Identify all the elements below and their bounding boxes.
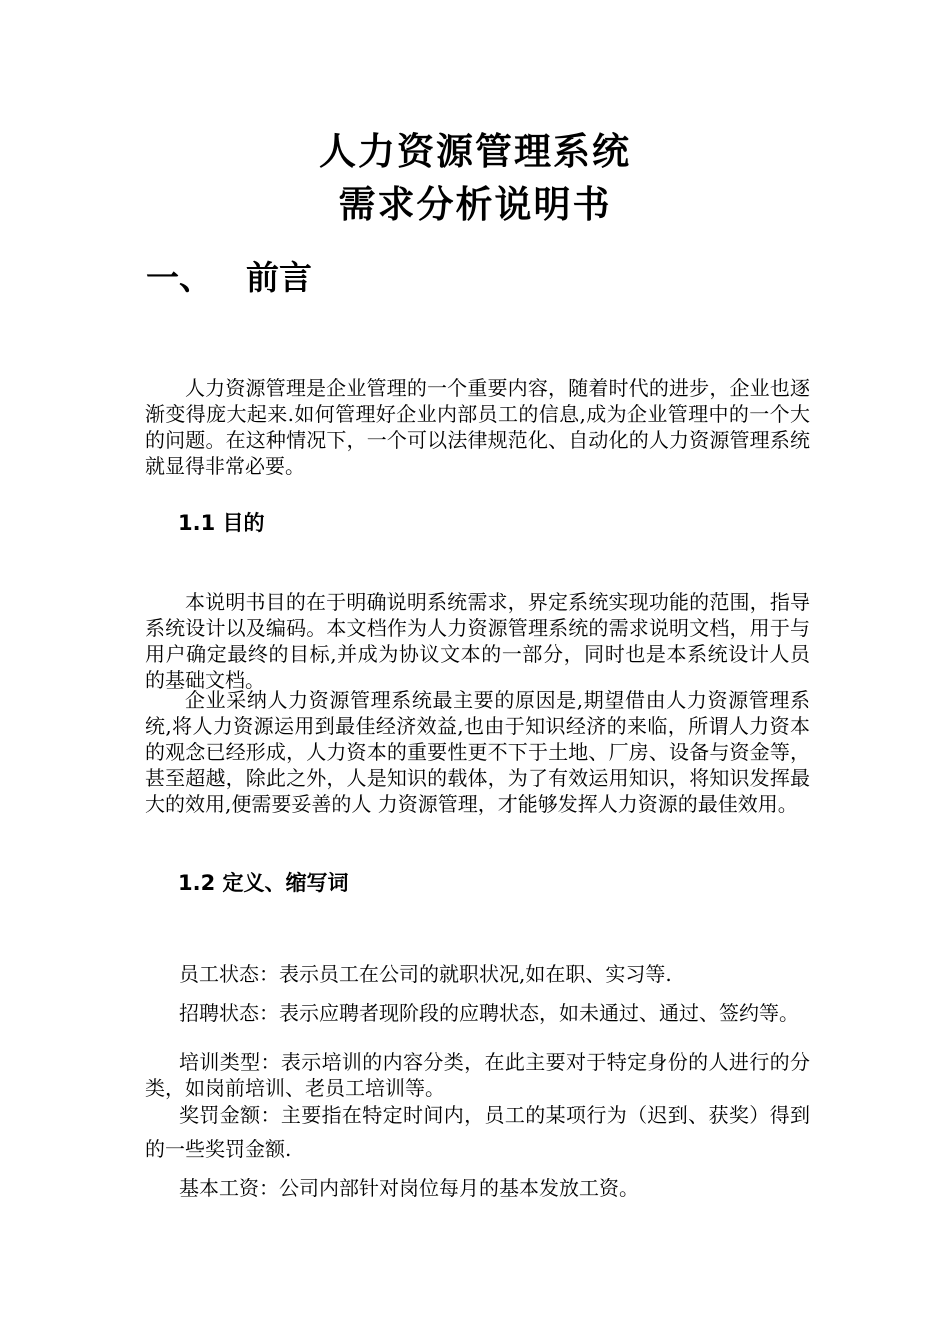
subsection-heading-purpose: 1.1 目的 <box>178 511 265 535</box>
definition-recruitment-status: 招聘状态：表示应聘者现阶段的应聘状态，如未通过、通过、签约等。 <box>179 1001 799 1025</box>
document-title-line1: 人力资源管理系统 <box>319 129 631 173</box>
definition-reward-penalty-amount: 奖罚金额：主要指在特定时间内，员工的某项行为（迟到、获奖）得到的一些奖罚金额. <box>145 1103 810 1161</box>
purpose-paragraph-2: 企业采纳人力资源管理系统最主要的原因是,期望借由人力资源管理系统,将人力资源运用到最佳经济效益,也由于知识经济的来临，所谓人力资本的观念已经形成，人力资本的重要性更不下于土地、厂房、设备与资金等，甚至超越，除此之外，人是知识的载体，为了有效运用知识，将知识发挥最大的效用,便需要妥善的人 力资源管理，才能够发挥人力资源的最佳效用。 <box>145 688 810 816</box>
purpose-paragraph-1: 本说明书目的在于明确说明系统需求，界定系统实现功能的范围，指导系统设计以及编码。本文档作为人力资源管理系统的需求说明文档，用于与用户确定最终的目标,并成为协议文本的一部分，同时也是本系统设计人员的基础文档。 <box>145 590 810 692</box>
definition-training-type: 培训类型：表示培训的内容分类，在此主要对于特定身份的人进行的分类，如岗前培训、老员工培训等。 <box>145 1050 810 1100</box>
section-heading-preface <box>146 256 312 300</box>
section-number: 一、 <box>146 258 212 297</box>
definition-employee-status: 员工状态：表示员工在公司的就职状况,如在职、实习等. <box>179 962 672 986</box>
definition-base-salary: 基本工资：公司内部针对岗位每月的基本发放工资。 <box>179 1176 639 1200</box>
section-title: 前言 <box>246 258 312 297</box>
preface-paragraph: 人力资源管理是企业管理的一个重要内容，随着时代的进步，企业也逐渐变得庞大起来.如何管理好企业内部员工的信息,成为企业管理中的一个大的问题。在这种情况下，一个可以法律规范化、自动化的人力资源管理系统就显得非常必要。 <box>145 376 810 478</box>
subsection-heading-definitions: 1.2 定义、缩写词 <box>178 871 349 895</box>
document-title-line2: 需求分析说明书 <box>338 182 612 226</box>
